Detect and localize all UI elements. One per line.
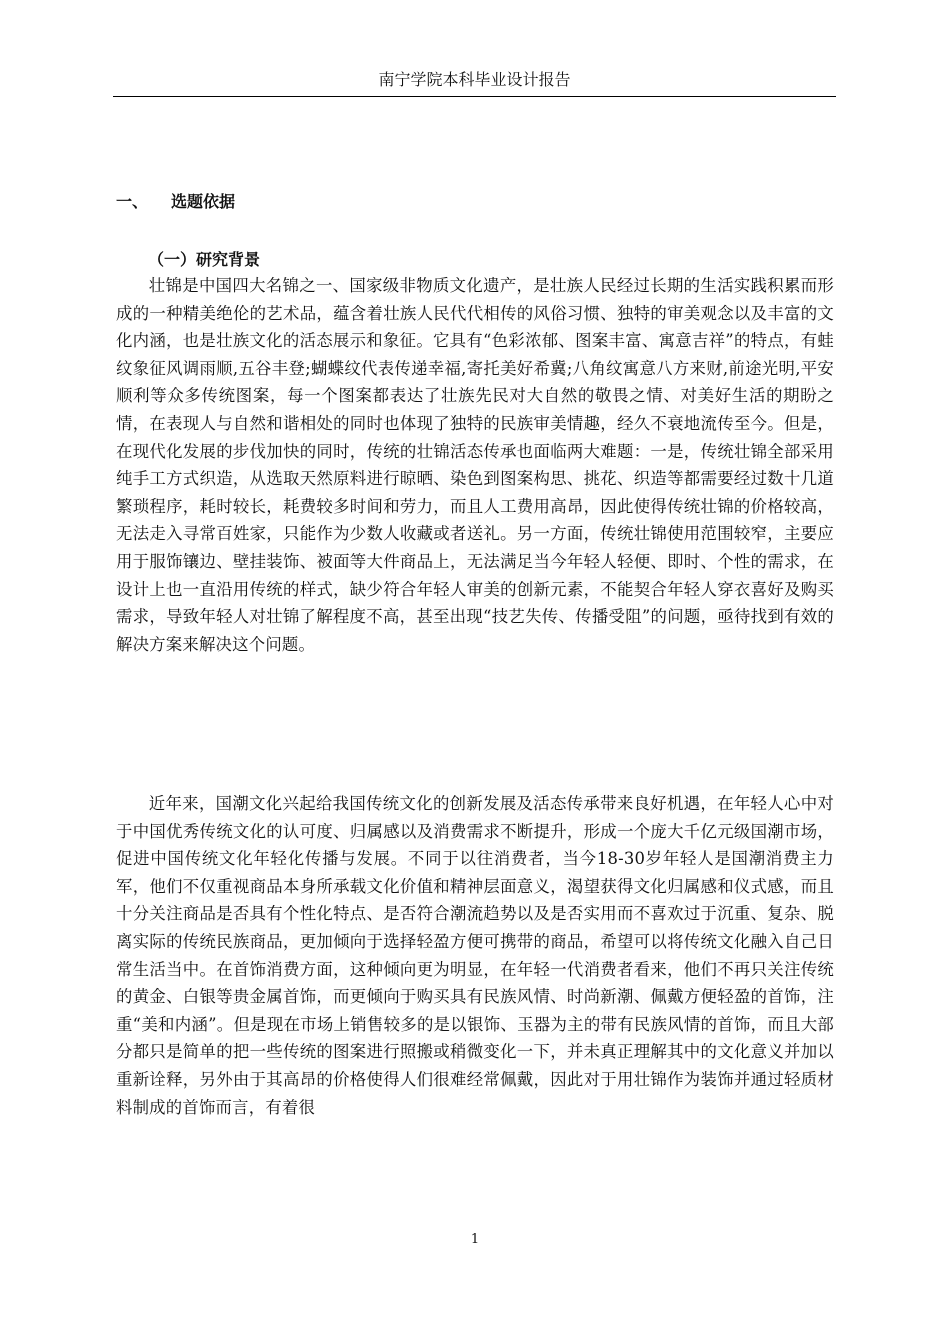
body-paragraph: 近年来，国潮文化兴起给我国传统文化的创新发展及活态传承带来良好机遇，在年轻人心中对于中国优秀传统文化的认可度、归属感以及消费需求不断提升，形成一个庞大千亿元级国潮市场，促进中国传统文化年轻化传播与发展。不同于以往消费者，当今18-30岁年轻人是国潮消费主力军，他们不仅重视商品本身所承载文化价值和精神层面意义，渴望获得文化归属感和仪式感，而且十分关注商品是否具有个性化特点、是否符合潮流趋势以及是否实用而不喜欢过于沉重、复杂、脱离实际的传统民族商品，更加倾向于选择轻盈方便可携带的商品，希望可以将传统文化融入自己日常生活当中。在首饰消费方面，这种倾向更为明显，在年轻一代消费者看来，他们不再只关注传统的黄金、白银等贵金属首饰，而更倾向于购买具有民族风情、时尚新潮、佩戴方便轻盈的首饰，注重“美和内涵”。但是现在市场上销售较多的是以银饰、玉器为主的带有民族风情的首饰，而且大部分都只是简单的把一些传统的图案进行照搬或稍微变化一下，并未真正理解其中的文化意义并加以重新诠释，另外由于其高昂的价格使得人们很难经常佩戴，因此对于用壮锦作为装饰并通过轻质材料制成的首饰而言，有着很: [116, 794, 834, 1117]
section-title: 选题依据: [171, 192, 236, 211]
header-title: 南宁学院本科毕业设计报告: [378, 70, 571, 89]
section-number: 一、: [116, 192, 149, 211]
section-heading: [116, 190, 235, 214]
body-paragraph: 壮锦是中国四大名锦之一、国家级非物质文化遗产，是壮族人民经过长期的生活实践积累而形成的一种精美绝伦的艺术品，蕴含着壮族人民代代相传的风俗习惯、独特的审美观念以及丰富的文化内涵，也是壮族文化的活态展示和象征。它具有“色彩浓郁、图案丰富、寓意吉祥”的特点，有蛙纹象征风调雨顺,五谷丰登;蝴蝶纹代表传递幸福,寄托美好希冀;八角纹寓意八方来财,前途光明,平安顺利等众多传统图案，每一个图案都表达了壮族先民对大自然的敬畏之情、对美好生活的期盼之情，在表现人与自然和谐相处的同时也体现了独特的民族审美情趣，经久不衰地流传至今。但是，在现代化发展的步伐加快的同时，传统的壮锦活态传承也面临两大难题：一是，传统壮锦全部采用纯手工方式织造，从选取天然原料进行晾晒、染色到图案构思、挑花、织造等都需要经过数十几道繁琐程序，耗时较长，耗费较多时间和劳力，而且人工费用高昂，因此使得传统壮锦的价格较高，无法走入寻常百姓家，只能作为少数人收藏或者送礼。另一方面，传统壮锦使用范围较窄，主要应用于服饰镶边、壁挂装饰、被面等大件商品上，无法满足当今年轻人轻便、即时、个性的需求，在设计上也一直沿用传统的样式，缺少符合年轻人审美的创新元素，不能契合年轻人穿衣喜好及购买需求，导致年轻人对壮锦了解程度不高，甚至出现“技艺失传、传播受阻”的问题，亟待找到有效的解决方案来解决这个问题。: [116, 276, 834, 654]
page-number: 1: [470, 1232, 480, 1247]
subsection-heading: （一）研究背景: [148, 250, 261, 269]
page-header: [113, 70, 836, 97]
